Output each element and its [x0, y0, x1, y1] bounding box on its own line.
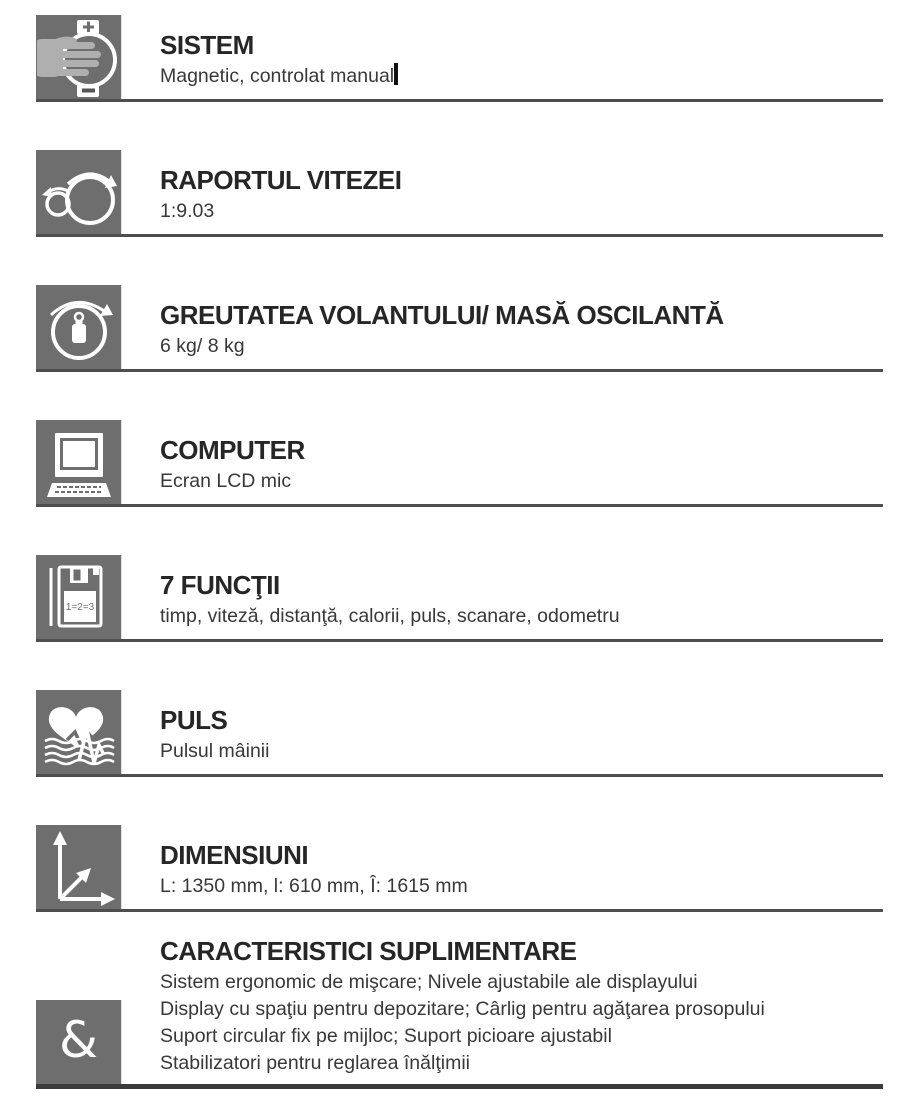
spec-value	[160, 63, 398, 90]
spec-title: 7 FUNCŢII	[160, 570, 280, 600]
spec-row-puls	[36, 642, 883, 777]
ampersand-icon	[36, 1000, 121, 1084]
text-cursor	[394, 63, 398, 85]
spec-value: 1:9.03	[160, 200, 215, 222]
spec-value-line: Suport circular fix pe mijloc; Suport picioare ajustabil	[160, 1025, 612, 1047]
computer-icon	[36, 420, 121, 504]
disk-label-text: 1=2=3	[65, 602, 94, 613]
spec-title: RAPORTUL VITEZEI	[160, 165, 402, 195]
spec-title: COMPUTER	[160, 435, 305, 465]
spec-value-line: Sistem ergonomic de mişcare; Nivele ajustabile ale displayului	[160, 971, 698, 993]
spec-title: DIMENSIUNI	[160, 840, 309, 870]
spec-value: timp, viteză, distanţă, calorii, puls, scanare, odometru	[160, 605, 620, 627]
spec-value: L: 1350 mm, l: 610 mm, Î: 1615 mm	[160, 875, 468, 897]
spec-value-line: Stabilizatori pentru reglarea înălţimii	[160, 1052, 470, 1074]
spec-value: 6 kg/ 8 kg	[160, 335, 245, 357]
spec-value-line: Display cu spaţiu pentru depozitare; Cârlig pentru agăţarea prosopului	[160, 998, 765, 1020]
spec-row-dimensiuni	[36, 777, 883, 912]
gear-ratio-icon	[36, 150, 121, 234]
spec-title: GREUTATEA VOLANTULUI/ MASĂ OSCILANTĂ	[160, 300, 724, 330]
spec-title: SISTEM	[160, 30, 254, 60]
spec-row-raportul-vitezei	[36, 102, 883, 237]
spec-row-sistem	[36, 0, 883, 102]
functions-disk-icon	[36, 555, 121, 639]
spec-row-caracteristici-suplimentare	[36, 912, 883, 1089]
spec-row-greutatea-volantului	[36, 237, 883, 372]
dimensions-axes-icon	[36, 825, 121, 909]
spec-value-text: Magnetic, controlat manual	[160, 65, 395, 87]
spec-title: CARACTERISTICI SUPLIMENTARE	[160, 936, 577, 966]
spec-value: Ecran LCD mic	[160, 470, 292, 492]
ampersand-glyph: &	[59, 1011, 98, 1069]
spec-title: PULS	[160, 705, 228, 735]
heart-pulse-icon	[36, 690, 121, 774]
spec-value: Pulsul mâinii	[160, 740, 270, 762]
flywheel-weight-icon	[36, 285, 121, 369]
spec-row-7-functii	[36, 507, 883, 642]
spec-row-computer	[36, 372, 883, 507]
magnet-hand-icon	[36, 15, 121, 99]
